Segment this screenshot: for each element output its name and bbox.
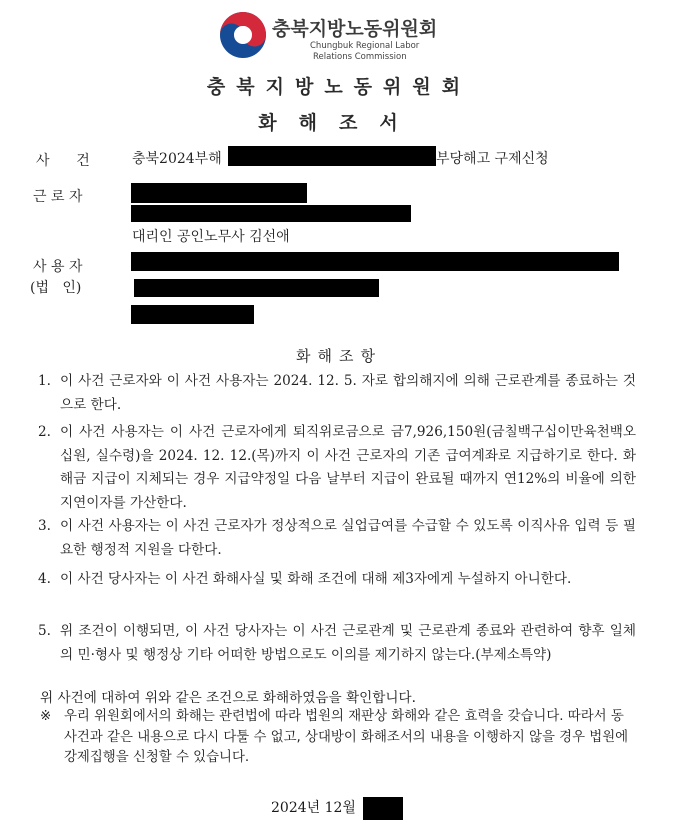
taegeuk-emblem-icon	[218, 10, 268, 60]
clause-number: 5.	[38, 623, 51, 639]
worker-agent: 대리인 공인노무사 김선애	[132, 229, 290, 245]
clause-number: 2.	[38, 424, 51, 440]
case-label: 사 건	[36, 153, 90, 169]
case-type: 부당해고 구제신청	[436, 151, 549, 167]
clause-3	[38, 515, 636, 562]
clause-4	[38, 568, 636, 592]
clause-2	[38, 421, 636, 515]
redacted-date-day	[363, 797, 403, 820]
redacted-employer-representative	[131, 305, 254, 324]
clause-text: 이 사건 당사자는 이 사건 화해사실 및 화해 조건에 대해 제3자에게 누설하지 아니한다.	[60, 571, 572, 587]
org-name-english-line1: Chungbuk Regional Labor	[310, 41, 420, 51]
clause-text: 위 조건이 이행되면, 이 사건 당사자는 이 사건 근로관계 및 근로관계 종료와 관련하여 향후 일체의 민·형사 및 행정상 기타 어떠한 방법으로도 이의를 제기하지 않는다.(부제소특약)	[60, 623, 636, 663]
clause-5	[38, 620, 636, 667]
clause-number: 4.	[38, 571, 51, 587]
worker-label: 근 로 자	[33, 189, 83, 205]
commission-logo	[218, 10, 478, 62]
redacted-employer-name	[131, 252, 619, 271]
legal-effect-note	[40, 707, 632, 769]
org-name-english-line2: Relations Commission	[313, 52, 407, 62]
employer-sub-label: (법 인)	[30, 280, 82, 296]
clause-text: 이 사건 근로자와 이 사건 사용자는 2024. 12. 5. 자로 합의해지에 의해 근로관계를 종료하는 것으로 한다.	[60, 373, 636, 413]
clause-number: 1.	[38, 373, 51, 389]
clause-number: 3.	[38, 518, 51, 534]
document-date: 2024년 12월	[271, 800, 356, 816]
org-name-korean: 충북지방노동위원회	[272, 18, 438, 40]
redacted-case-number	[228, 146, 436, 166]
employer-label: 사 용 자	[33, 259, 83, 275]
clause-text: 이 사건 사용자는 이 사건 근로자에게 퇴직위로금으로 금7,926,150원(금칠백구십이만육천백오십원, 실수령)을 2024. 12. 12.(목)까지 이 사건 근로자의 기존 급여계좌로 지급하기로 한다. 화해금 지급이 지체되는 경우 지급약정일 다음 날부터 지급이 완료될 때까지 연12%의 비율에 의한 지연이자를 가산한다.	[60, 424, 636, 511]
confirmation-statement: 위 사건에 대하여 위와 같은 조건으로 화해하였음을 확인합니다.	[40, 690, 416, 706]
clause-1	[38, 370, 636, 417]
document-title-org: 충북지방노동위원회	[206, 76, 472, 98]
case-number-prefix: 충북2024부해	[132, 151, 222, 167]
settlement-terms-title: 화해조항	[296, 347, 382, 365]
reference-mark-icon: ※	[40, 709, 52, 724]
note-text: 우리 위원회에서의 화해는 관련법에 따라 법원의 재판상 화해와 같은 효력을 갖습니다. 따라서 동 사건과 같은 내용으로 다시 다툴 수 없고, 상대방이 화해조서의 내용을 이행하지 않을 경우 법원에 강제집행을 신청할 수 있습니다.	[64, 709, 629, 765]
document-title: 화해조서	[258, 112, 420, 134]
clause-text: 이 사건 사용자는 이 사건 근로자가 정상적으로 실업급여를 수급할 수 있도록 이직사유 입력 등 필요한 행정적 지원을 다한다.	[60, 518, 636, 558]
redacted-worker-address	[131, 205, 411, 222]
redacted-worker-name	[131, 183, 307, 203]
redacted-employer-address	[134, 279, 379, 297]
